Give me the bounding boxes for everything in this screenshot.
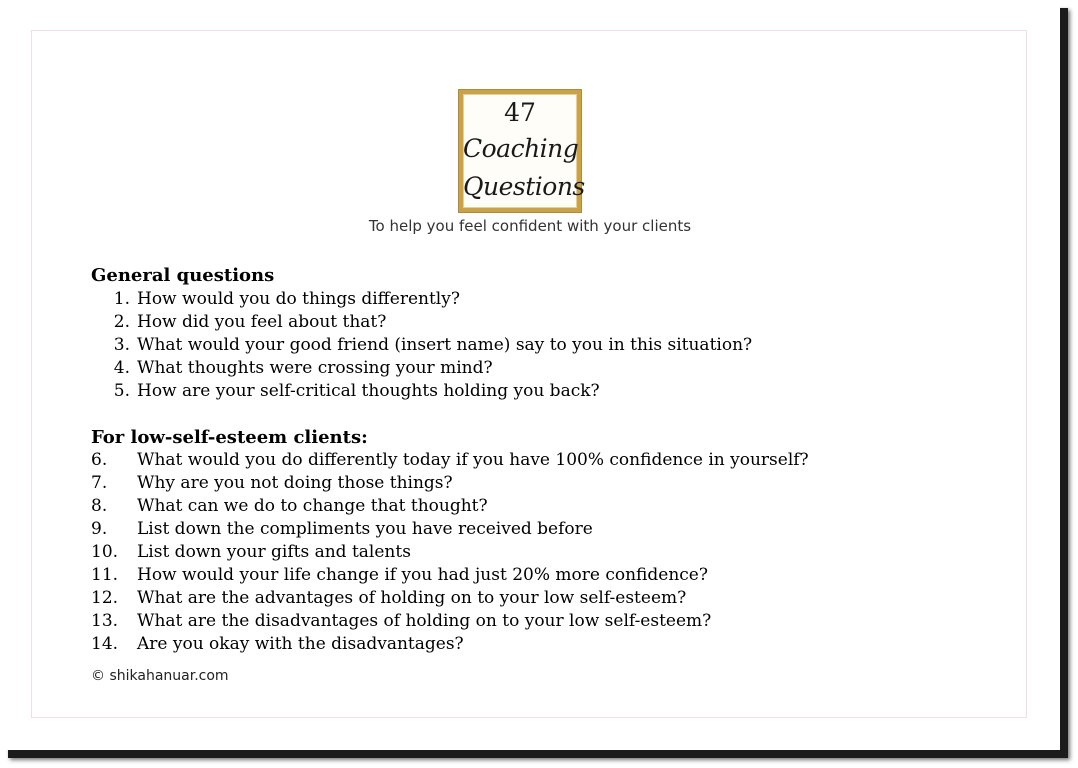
item-number: 3.	[113, 335, 130, 355]
logo-word-questions: Questions	[463, 172, 585, 201]
item-number: 12.	[91, 588, 119, 608]
item-number: 8.	[91, 496, 108, 516]
item-text: What are the advantages of holding on to your low self-esteem?	[137, 588, 687, 608]
item-number: 5.	[113, 381, 130, 401]
copyright-footer: © shikahanuar.com	[91, 668, 229, 684]
item-text: What would you do differently today if you have 100% confidence in yourself?	[137, 450, 809, 470]
item-number: 6.	[91, 450, 108, 470]
section-heading-low-self-esteem: For low-self-esteem clients:	[91, 427, 368, 448]
item-text: Are you okay with the disadvantages?	[137, 634, 464, 654]
item-text: What would your good friend (insert name) say to you in this situation?	[137, 335, 753, 355]
item-text: How would you do things differently?	[137, 289, 460, 309]
item-text: How would your life change if you had just 20% more confidence?	[137, 565, 708, 585]
item-text: How are your self-critical thoughts holding you back?	[137, 381, 600, 401]
item-number: 14.	[91, 634, 119, 654]
item-number: 4.	[113, 358, 130, 378]
item-number: 9.	[91, 519, 108, 539]
logo-number: 47	[504, 98, 536, 127]
title-logo	[459, 90, 585, 212]
item-text: List down your gifts and talents	[137, 542, 411, 562]
item-number: 1.	[113, 289, 130, 309]
item-number: 11.	[91, 565, 119, 585]
item-text: How did you feel about that?	[137, 312, 387, 332]
item-text: What thoughts were crossing your mind?	[137, 358, 493, 378]
item-number: 13.	[91, 611, 119, 631]
logo-word-coaching: Coaching	[463, 134, 579, 163]
section-heading-general: General questions	[91, 265, 275, 286]
item-text: List down the compliments you have received before	[137, 519, 593, 539]
subtitle: To help you feel confident with your clients	[368, 217, 692, 235]
item-text: Why are you not doing those things?	[137, 473, 453, 493]
item-text: What can we do to change that thought?	[137, 496, 488, 516]
item-number: 7.	[91, 473, 108, 493]
item-number: 2.	[113, 312, 130, 332]
item-number: 10.	[91, 542, 119, 562]
item-text: What are the disadvantages of holding on to your low self-esteem?	[137, 611, 712, 631]
